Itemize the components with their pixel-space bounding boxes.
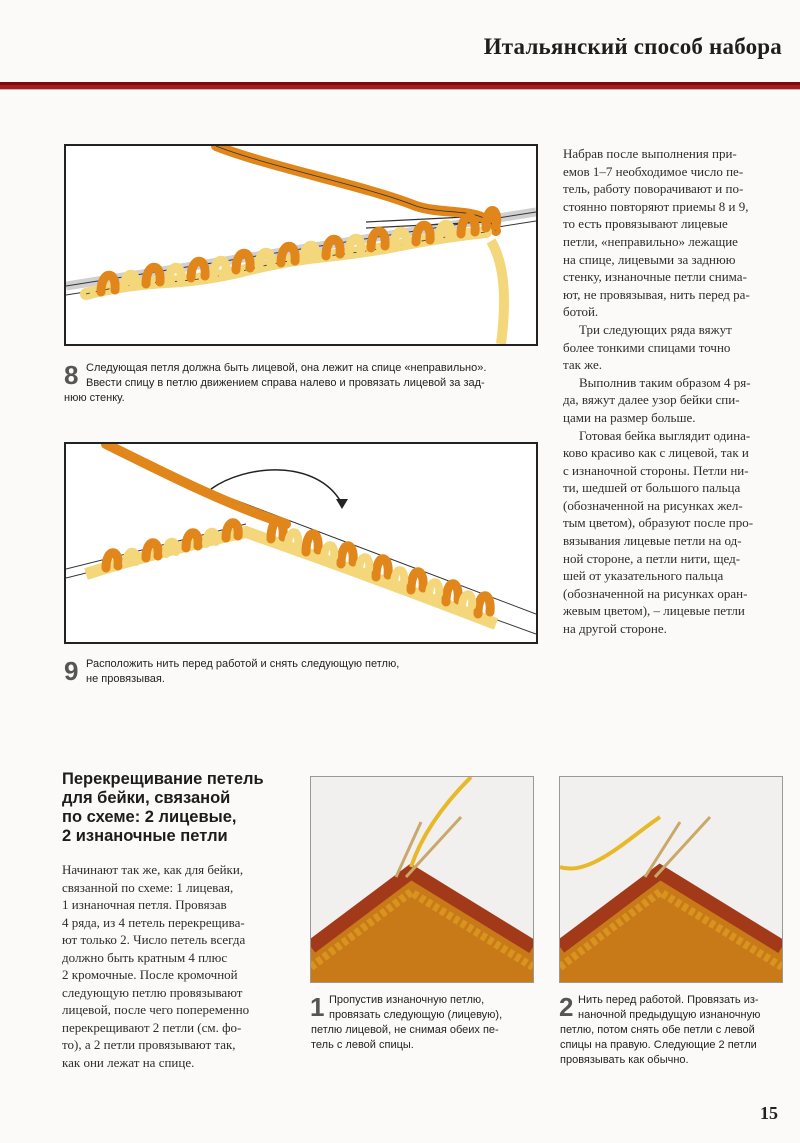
- knitting-diagram-9: [66, 444, 536, 642]
- step-number-1: 1: [310, 992, 325, 1022]
- step-number-2: 2: [559, 992, 574, 1022]
- page-header-title: Итальянский способ набора: [483, 34, 782, 59]
- knitting-photo-2: [560, 777, 782, 982]
- caption-line: Ввести спицу в петлю движением справа налево и провязать лицевой за зад-: [86, 377, 485, 389]
- caption-line: Расположить нить перед работой и снять следующую петлю,: [86, 658, 400, 670]
- step-number-9: 9: [64, 656, 79, 686]
- paragraph: Три следующих ряда вяжут более тонкими спицами точно так же.: [563, 321, 732, 373]
- knitting-diagram-8: [66, 146, 536, 344]
- caption-line: Следующая петля должна быть лицевой, она лежит на спице «неправильно».: [86, 362, 487, 374]
- illustration-step-8: [64, 144, 538, 346]
- illustration-step-9: [64, 442, 538, 644]
- caption-line: не провязывая.: [86, 673, 165, 685]
- photo-step-2: [559, 776, 783, 983]
- page-number: 15: [760, 1103, 778, 1123]
- caption-line: нюю стенку.: [64, 392, 125, 404]
- caption-photo-2: Нить перед работой. Провязать из- наночной предыдущую изнаночную петлю, потом снять обе петли с левой спицы на правую. Следующие 2 петли провязывать как обычно.: [560, 994, 761, 1066]
- caption-step-8: [64, 361, 546, 406]
- caption-photo-1: Пропустив изнаночную петлю, провязать следующую (лицевую), петлю лицевой, не снимая обеих пе- тель с левой спицы.: [311, 994, 503, 1051]
- caption-step-9: [86, 657, 506, 687]
- section-title: Перекрещивание петель для бейки, связаной по схеме: 2 лицевые, 2 изнаночные петли: [62, 770, 264, 845]
- step-number-8: 8: [64, 360, 79, 390]
- paragraph: Выполнив таким образом 4 ря- да, вяжут далее узор бейки спи- цами на размер больше.: [563, 374, 751, 425]
- right-column-text: [563, 145, 785, 638]
- knitting-photo-1: [311, 777, 533, 982]
- header-rule: [0, 82, 800, 92]
- paragraph: Готовая бейка выглядит одина- ково красиво как с лицевой, так и с изнаночной стороны. Петли ни- ти, шедшей от большого пальца (обозначенной на рисунках жел- тым цветом), образуют после про- вязывания лицевые петли на од- ной стороне, а петли нити, щед- шей от указательного пальца (обозначенной на рисунках оран- жевым цветом), – лицевые петли на другой стороне.: [563, 427, 754, 637]
- section-body: Начинают так же, как для бейки, связанной по схеме: 1 лицевая, 1 изнаночная петля. Провязав 4 ряда, из 4 петель перекрещива- ют только 2. Число петель всегда должно быть кратным 4 плюс 2 кромочные. После кромочной следующую петлю провязывают лицевой, после чего попеременно перекрещивают 2 петли (см. фо- то), а 2 петли провязывают так, как они лежат на спице.: [62, 862, 250, 1070]
- paragraph: Набрав после выполнения при- емов 1–7 необходимое число пе- тель, работу поворачивают и по- стоянно повторяют приемы 8 и 9, то есть провязывают лицевые петли, «неправильно» лежащие на спице, лицевыми за заднюю стенку, изнаночные петли снима- ют, не провязывая, нить перед ра- ботой.: [563, 146, 750, 320]
- photo-step-1: [310, 776, 534, 983]
